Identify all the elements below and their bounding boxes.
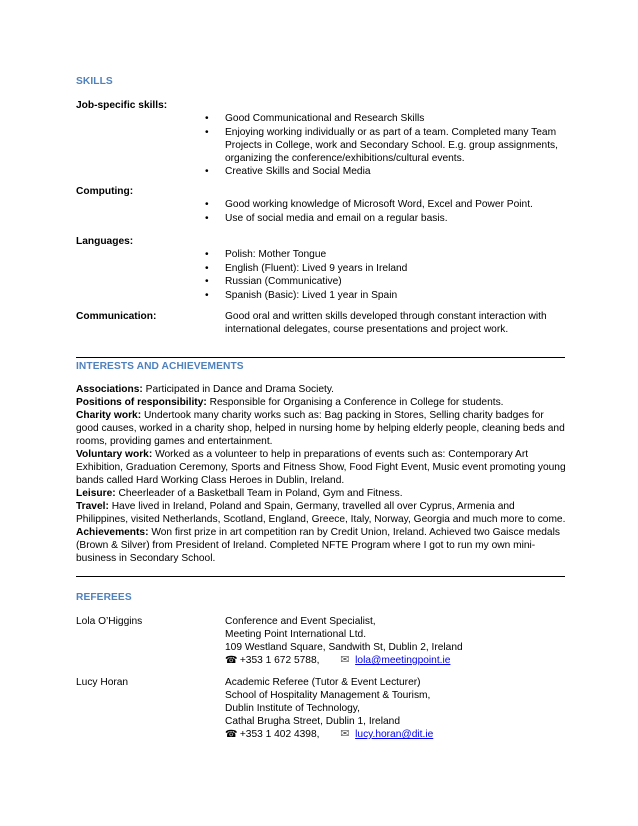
list-item: • English (Fluent): Lived 9 years in Ireland bbox=[205, 262, 408, 274]
interest-entry: Travel: Have lived in Ireland, Poland and Spain, Germany, travelled all over Cyprus, Armenia and Philippines, visited Netherlands, Scotland, England, Greece, Italy, Norway, Georgia and much more to come. bbox=[76, 501, 566, 525]
referee-email-link[interactable]: lola@meetingpoint.ie bbox=[355, 655, 451, 666]
phone-icon: ☎ bbox=[225, 729, 238, 740]
interests-heading: INTERESTS AND ACHIEVEMENTS bbox=[76, 361, 244, 372]
list-item: • Spanish (Basic): Lived 1 year in Spain bbox=[205, 289, 398, 301]
interest-entry: Charity work: Undertook many charity works such as: Bag packing in Stores, Selling charity badges for good causes, worked in a charity shop, helped in nursing home by helping elderly people, cleaning beds and rooms, providing games and entertainment. bbox=[76, 410, 565, 447]
languages-list bbox=[205, 248, 565, 302]
interest-entry: Leisure: Cheerleader of a Basketball Team in Poland, Gym and Fitness. bbox=[76, 488, 403, 499]
referee-details bbox=[225, 676, 570, 741]
job-skills-list bbox=[205, 112, 565, 179]
computing-label: Computing: bbox=[76, 186, 134, 197]
mail-icon: ✉ bbox=[340, 728, 350, 740]
referee-line: Academic Referee (Tutor & Event Lecturer) bbox=[225, 677, 421, 688]
list-item: • Good working knowledge of Microsoft Word, Excel and Power Point. bbox=[205, 199, 533, 210]
referee-line: Cathal Brugha Street, Dublin 1, Ireland bbox=[225, 716, 400, 727]
communication-text: Good oral and written skills developed through constant interaction with international delegates, course presentations and project work. bbox=[225, 311, 547, 335]
interest-entry: Achievements: Won first prize in art competition ran by Credit Union, Ireland. Achieved two Gaisce medals (Brown & Silver) from President of Ireland. Completed NFTE Program where I got to run my own mini-business in Secondary School. bbox=[76, 527, 560, 564]
list-item: • Polish: Mother Tongue bbox=[205, 249, 327, 260]
section-divider bbox=[76, 576, 565, 577]
referee-line: Meeting Point International Ltd. bbox=[225, 629, 367, 640]
referee-line: School of Hospitality Management & Tourism, bbox=[225, 690, 431, 701]
referee-phone: +353 1 402 4398, bbox=[239, 729, 320, 740]
interest-entry: Voluntary work: Worked as a volunteer to help in preparations of events such as: Contemporary Art Exhibition, Graduation Ceremony, Sports and Fitness Show, Food Fight Event, Music event promoting young bands called Hard Working Class Heroes in Dublin, Ireland. bbox=[76, 449, 566, 486]
referees-heading: REFEREES bbox=[76, 592, 132, 603]
interest-entry: Associations: Participated in Dance and Drama Society. bbox=[76, 384, 335, 395]
referee-contact bbox=[225, 728, 570, 741]
list-item: • Use of social media and email on a regular basis. bbox=[205, 212, 448, 224]
list-item: • Enjoying working individually or as part of a team. Completed many Team Projects in College, work and Secondary School. E.g. group assignments, organizing the conference/exhibitions/cultural events. bbox=[205, 126, 558, 164]
interests-body bbox=[76, 383, 566, 565]
referee-email-link[interactable]: lucy.horan@dit.ie bbox=[355, 729, 434, 740]
interest-entry: Positions of responsibility: Responsible for Organising a Conference in College for students. bbox=[76, 397, 504, 408]
referee-name: Lucy Horan bbox=[76, 677, 129, 688]
list-item: • Creative Skills and Social Media bbox=[205, 166, 371, 178]
phone-icon: ☎ bbox=[225, 655, 238, 666]
referee-line: 109 Westland Square, Sandwith St, Dublin 2, Ireland bbox=[225, 642, 463, 653]
skills-heading: SKILLS bbox=[76, 76, 113, 87]
referee-name: Lola O’Higgins bbox=[76, 616, 143, 627]
referee-line: Conference and Event Specialist, bbox=[225, 616, 376, 627]
referee-line: Dublin Institute of Technology, bbox=[225, 703, 360, 714]
referee-contact bbox=[225, 654, 570, 667]
communication-label: Communication: bbox=[76, 311, 157, 322]
computing-list bbox=[205, 198, 565, 225]
referee-details bbox=[225, 615, 570, 667]
section-divider bbox=[76, 357, 565, 358]
languages-label: Languages: bbox=[76, 236, 134, 247]
job-skills-label: Job-specific skills: bbox=[76, 100, 168, 111]
referee-phone: +353 1 672 5788, bbox=[239, 655, 320, 666]
list-item: • Russian (Communicative) bbox=[205, 276, 342, 288]
list-item: • Good Communicational and Research Skills bbox=[205, 113, 425, 124]
mail-icon: ✉ bbox=[340, 654, 350, 666]
